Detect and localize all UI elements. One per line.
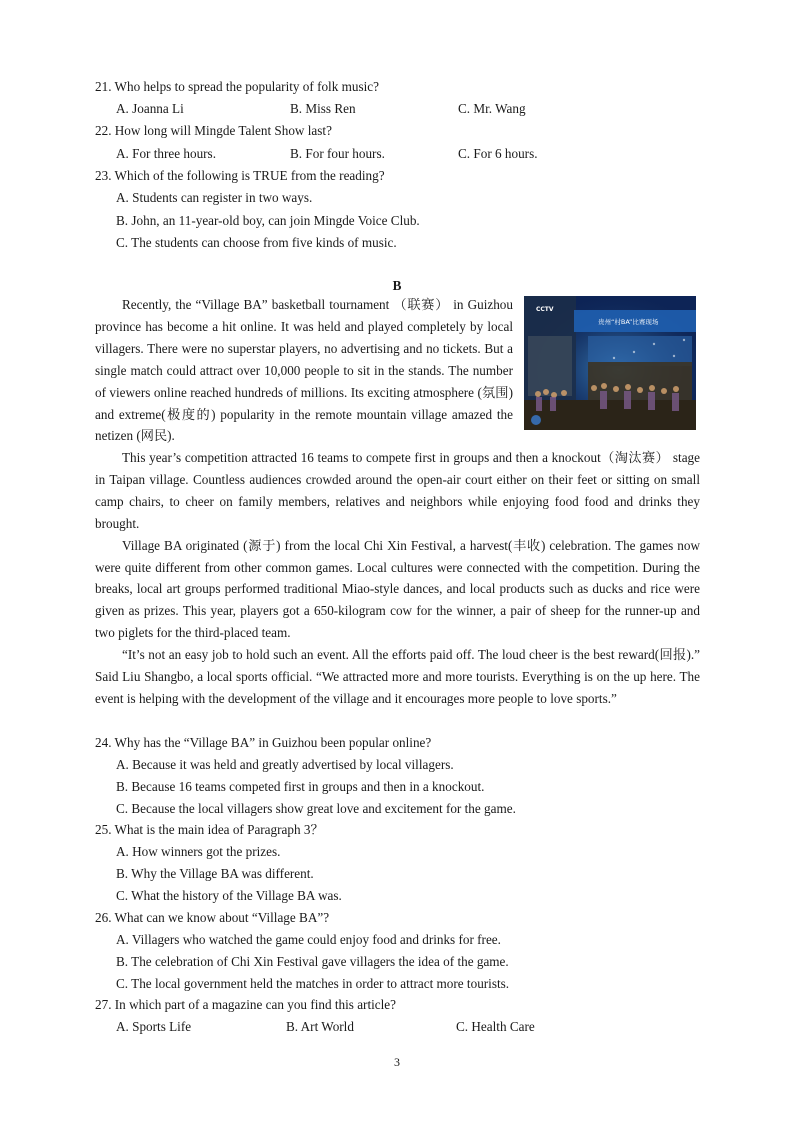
match-photo: [524, 296, 696, 430]
question-21: 21. Who helps to spread the popularity of folk music?: [95, 79, 379, 94]
question-25: 25. What is the main idea of Paragraph 3？: [95, 822, 324, 837]
article-paragraph-3: Village BA originated (源于) from the local Chi Xin Festival, a harvest(丰收) celebration. The games now were quite different from other common games. Local cultures were connected with the competition. During the breaks, local art groups performed traditional Miao-style dances, and local products such as ducks and rice were given as prizes. This year, players got a 650-kilogram cow for the winner, a pair of sheep for the runner-up and two piglets for the third-placed team.: [95, 537, 700, 641]
q24-option-b[interactable]: B. Because 16 teams competed first in groups and then in a knockout.: [116, 779, 485, 794]
question-23: 23. Which of the following is TRUE from the reading?: [95, 168, 385, 183]
photo-banner-text: 贵州“村BA”比赛现场: [598, 318, 659, 326]
q24-option-c[interactable]: C. Because the local villagers show great love and excitement for the game.: [116, 801, 516, 816]
q22-option-b[interactable]: B. For four hours.: [290, 146, 385, 161]
q24-option-a[interactable]: A. Because it was held and greatly advertised by local villagers.: [116, 757, 454, 772]
q26-option-c[interactable]: C. The local government held the matches in order to attract more tourists.: [116, 976, 510, 991]
article-paragraph-4: “It’s not an easy job to hold such an event. All the efforts paid off. The loud cheer is the best reward(回报).” Said Liu Shangbo, a local sports official. “We attracted more and more tourists. Everything is on the up here. The event is helping with the development of the village and it encourages more people to love sports.”: [95, 647, 700, 706]
q22-option-c[interactable]: C. For 6 hours.: [458, 146, 538, 161]
question-27: 27. In which part of a magazine can you find this article?: [95, 997, 397, 1012]
q23-option-a[interactable]: A. Students can register in two ways.: [116, 190, 313, 205]
q26-option-a[interactable]: A. Villagers who watched the game could enjoy food and drinks for free.: [116, 932, 501, 947]
page-number: 3: [394, 1055, 400, 1069]
q23-option-c[interactable]: C. The students can choose from five kinds of music.: [116, 235, 397, 250]
q27-option-c[interactable]: C. Health Care: [456, 1019, 535, 1034]
article-paragraph-1: Recently, the “Village BA” basketball tournament （联赛） in Guizhou province has become a hit online. It was held and played completely by local villagers. There were no superstar players, no advertising and no tickets. But a single match could attract over 10,000 people to sit in the stands. The number of viewers online reached hundreds of millions. Its exciting atmosphere (氛围) and extreme(极度的) popularity in the remote mountain village amazed the netizen (网民).: [95, 297, 513, 444]
q25-option-a[interactable]: A. How winners got the prizes.: [116, 844, 281, 859]
q22-option-a[interactable]: A. For three hours.: [116, 146, 216, 161]
q27-option-b[interactable]: B. Art World: [286, 1019, 354, 1034]
q25-option-b[interactable]: B. Why the Village BA was different.: [116, 866, 314, 881]
q27-option-a[interactable]: A. Sports Life: [116, 1019, 192, 1034]
article-body: [95, 447, 700, 710]
q26-option-b[interactable]: B. The celebration of Chi Xin Festival gave villagers the idea of the game.: [116, 954, 509, 969]
q21-option-a[interactable]: A. Joanna Li: [116, 101, 184, 116]
q23-option-b[interactable]: B. John, an 11-year-old boy, can join Mingde Voice Club.: [116, 213, 420, 228]
channel-logo: CCTV: [536, 306, 554, 313]
q25-option-c[interactable]: C. What the history of the Village BA was.: [116, 888, 342, 903]
section-heading: B: [392, 278, 402, 293]
q21-option-c[interactable]: C. Mr. Wang: [458, 101, 526, 116]
question-26: 26. What can we know about “Village BA”?: [95, 910, 330, 925]
article-paragraph-2: This year’s competition attracted 16 teams to compete first in groups and then a knockout（淘汰赛） stage in Taipan village. Countless audiences crowded around the open-air court either on their feet or sitting on small camp chairs, to cheer on family members, relatives and neighbors while enjoying food food and drinks they brought.: [95, 450, 700, 531]
basketball-crowd-image: [524, 296, 696, 430]
q21-option-b[interactable]: B. Miss Ren: [290, 101, 356, 116]
question-22: 22. How long will Mingde Talent Show last?: [95, 123, 332, 138]
question-24: 24. Why has the “Village BA” in Guizhou been popular online?: [95, 735, 432, 750]
